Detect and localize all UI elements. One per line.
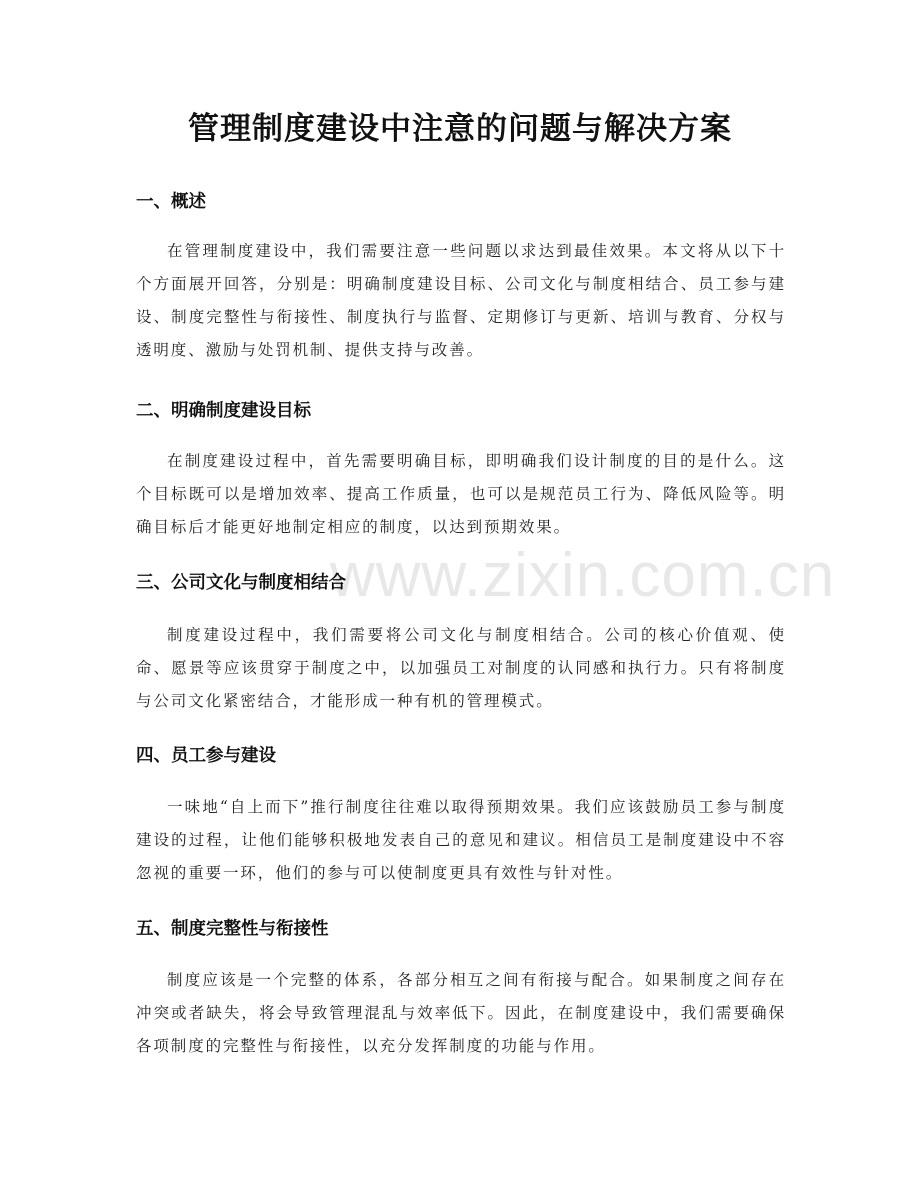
section-body-integrity: 制度应该是一个完整的体系，各部分相互之间有衔接与配合。如果制度之间存在冲突或者缺失，将会导致管理混乱与效率低下。因此，在制度建设中，我们需要确保各项制度的完整性与衔接性，以充分发挥制度的功能与作用。 — [136, 971, 786, 1055]
watermark: www.zixin.com.cn — [330, 541, 836, 610]
section-body-overview: 在管理制度建设中，我们需要注意一些问题以求达到最佳效果。本文将从以下十个方面展开回答，分别是：明确制度建设目标、公司文化与制度相结合、员工参与建设、制度完整性与衔接性、制度执行与监督、定期修订与更新、培训与教育、分权与透明度、激励与处罚机制、提供支持与改善。 — [136, 242, 786, 359]
section-body-participation: 一味地“自上而下”推行制度往往难以取得预期效果。我们应该鼓励员工参与制度建设的过程，让他们能够积极地发表自己的意见和建议。相信员工是制度建设中不容忽视的重要一环，他们的参与可以使制度更具有效性与针对性。 — [136, 798, 786, 882]
document-title: 管理制度建设中注意的问题与解决方案 — [188, 111, 732, 147]
section-heading-participation: 四、员工参与建设 — [136, 746, 276, 766]
section-body-goals: 在制度建设过程中，首先需要明确目标，即明确我们设计制度的目的是什么。这个目标既可以是增加效率、提高工作质量，也可以是规范员工行为、降低风险等。明确目标后才能更好地制定相应的制度，以达到预期效果。 — [136, 452, 786, 536]
section-heading-culture: 三、公司文化与制度相结合 — [136, 573, 346, 593]
section-heading-overview: 一、概述 — [136, 192, 206, 212]
section-heading-integrity: 五、制度完整性与衔接性 — [136, 919, 329, 939]
section-heading-goals: 二、明确制度建设目标 — [136, 401, 311, 421]
section-body-culture: 制度建设过程中，我们需要将公司文化与制度相结合。公司的核心价值观、使命、愿景等应该贯穿于制度之中，以加强员工对制度的认同感和执行力。只有将制度与公司文化紧密结合，才能形成一种有机的管理模式。 — [136, 626, 786, 710]
